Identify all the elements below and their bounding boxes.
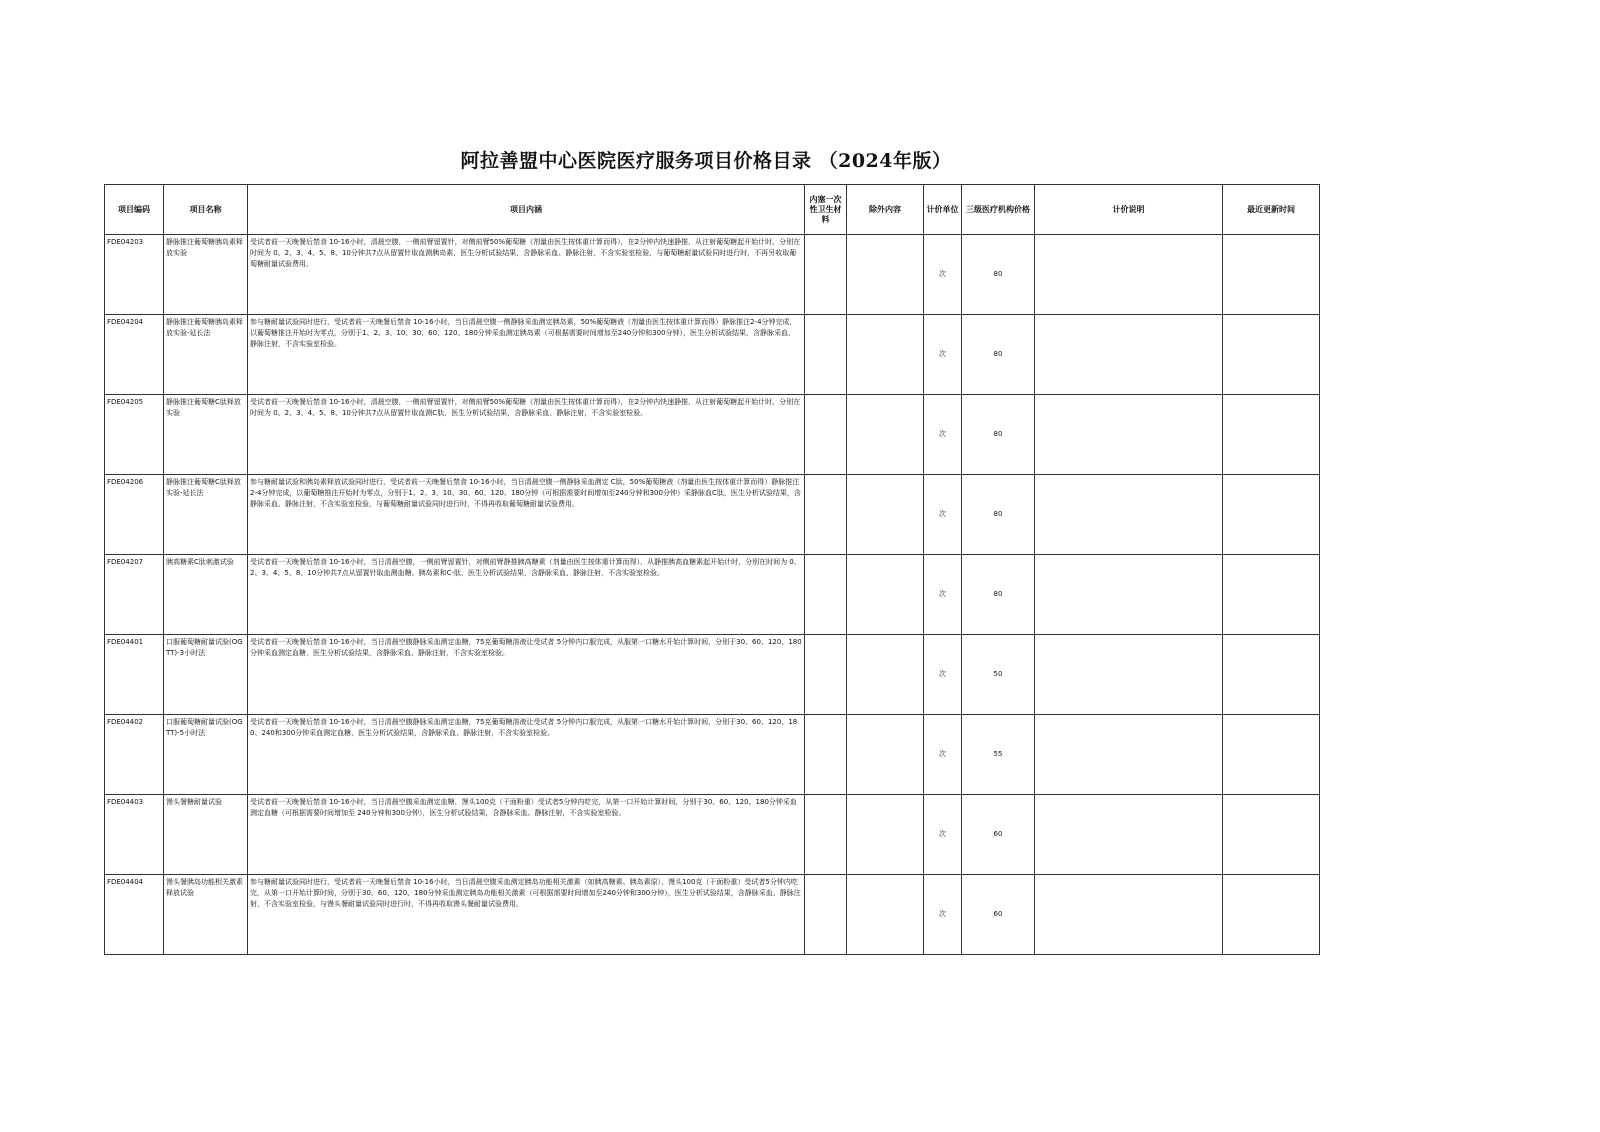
cell-updated bbox=[1223, 875, 1320, 955]
cell-material bbox=[805, 795, 847, 875]
header-updated: 最近更新时间 bbox=[1223, 185, 1320, 235]
cell-name: 口服葡萄糖耐量试验(OGTT)-5小时法 bbox=[164, 715, 248, 795]
cell-excluded bbox=[847, 475, 924, 555]
table-header-row bbox=[105, 185, 1320, 235]
cell-note bbox=[1035, 315, 1223, 395]
cell-updated bbox=[1223, 715, 1320, 795]
cell-material bbox=[805, 475, 847, 555]
cell-price: 60 bbox=[962, 875, 1035, 955]
cell-content: 受试者前一天晚餐后禁食 10-16小时，清晨空腹，一侧前臂留置针，对侧前臂50%葡萄糖（剂量由医生按体重计算而得），在2分钟内快速静推，从注射葡萄糖起开始计时，分别在时间为 0、2、3、4、5、8、10分钟共7点从留置针取血测C肽，医生分析试验结果，含静脉采血、静脉注射，不含实验室检验。 bbox=[248, 395, 805, 475]
cell-unit: 次 bbox=[924, 555, 962, 635]
cell-price: 80 bbox=[962, 395, 1035, 475]
cell-excluded bbox=[847, 635, 924, 715]
cell-code: FDE04207 bbox=[105, 555, 164, 635]
cell-unit: 次 bbox=[924, 795, 962, 875]
cell-code: FDE04404 bbox=[105, 875, 164, 955]
cell-price: 80 bbox=[962, 315, 1035, 395]
cell-note bbox=[1035, 235, 1223, 315]
cell-content: 受试者前一天晚餐后禁食 10-16小时，清晨空腹，一侧前臂留置针，对侧前臂50%葡萄糖（剂量由医生按体重计算而得），在2分钟内快速静推，从注射葡萄糖起开始计时，分别在时间为 0、2、3、4、5、8、10分钟共7点从留置针取血测胰岛素，医生分析试验结果，含静脉采血、静脉注射，不含实验室检验，与葡萄糖耐量试验同时进行时，不再另收取葡萄糖耐量试验费用。 bbox=[248, 235, 805, 315]
cell-content: 参与糖耐量试验同时进行，受试者前一天晚餐后禁食 10-16小时，当日清晨空腹采血测定胰岛功能相关激素（如胰高糖素、胰岛素原），馒头100克（干面粉重）受试者5分钟内吃完，从第一口开始计算时间，分别于30、60、120、180分钟采血测定胰岛功能相关激素（可根据需要时间增加至240分钟和300分钟），医生分析试验结果，含静脉采血、静脉注射，不含实验室检验，与馒头餐耐量试验同时进行时，不得再收取馒头餐耐量试验费用。 bbox=[248, 875, 805, 955]
cell-note bbox=[1035, 395, 1223, 475]
header-material: 内塞一次性卫生材料 bbox=[805, 185, 847, 235]
cell-excluded bbox=[847, 395, 924, 475]
page-title: 阿拉善盟中心医院医疗服务项目价格目录 （2024年版） bbox=[460, 150, 952, 172]
cell-code: FDE04204 bbox=[105, 315, 164, 395]
table-row bbox=[105, 235, 1320, 315]
table-row bbox=[105, 795, 1320, 875]
cell-content: 参与糖耐量试验同时进行，受试者前一天晚餐后禁食 10-16小时，当日清晨空腹一侧静脉采血测定胰岛素，50%葡萄糖液（剂量由医生按体重计算而得）静脉推注2-4分钟完成，以葡萄糖推注开始时为零点，分别于1、2、3、10、30、60、120、180分钟采血测定胰岛素（可根据需要时间增加至240分钟和300分钟），医生分析试验结果，含静脉采血、静脉注射，不含实验室检验。 bbox=[248, 315, 805, 395]
cell-updated bbox=[1223, 315, 1320, 395]
cell-price: 55 bbox=[962, 715, 1035, 795]
cell-unit: 次 bbox=[924, 715, 962, 795]
cell-excluded bbox=[847, 875, 924, 955]
table-row bbox=[105, 635, 1320, 715]
cell-excluded bbox=[847, 555, 924, 635]
cell-updated bbox=[1223, 795, 1320, 875]
cell-name: 口服葡萄糖耐量试验(OGTT)-3小时法 bbox=[164, 635, 248, 715]
header-note: 计价说明 bbox=[1035, 185, 1223, 235]
cell-material bbox=[805, 875, 847, 955]
table-row bbox=[105, 315, 1320, 395]
cell-name: 馒头餐胰岛功能相关激素释放试验 bbox=[164, 875, 248, 955]
cell-note bbox=[1035, 795, 1223, 875]
cell-excluded bbox=[847, 315, 924, 395]
cell-note bbox=[1035, 635, 1223, 715]
cell-content: 受试者前一天晚餐后禁食 10-16小时，当日清晨空腹静脉采血测定血糖，75克葡萄糖溶液让受试者 5分钟内口服完成，从服第一口糖水开始计算时间，分别于30、60、120、180、240和300分钟采血测定血糖，医生分析试验结果，含静脉采血、静脉注射，不含实验室检验。 bbox=[248, 715, 805, 795]
cell-content: 参与糖耐量试验和胰岛素释放试验同时进行，受试者前一天晚餐后禁食 10-16小时，当日清晨空腹一侧静脉采血测定 C肽，50%葡萄糖液（剂量由医生按体重计算而得）静脉推注2-4分钟完成，以葡萄糖推注开始时为零点，分别于1、2、3、10、30、60、120、180分钟（可根据需要时间增加至240分钟和300分钟）采静脉血C肽，医生分析试验结果，含静脉采血、静脉注射，不含实验室检验，与葡萄糖耐量试验同时进行时，不得再收取葡萄糖耐量试验费用。 bbox=[248, 475, 805, 555]
cell-material bbox=[805, 555, 847, 635]
cell-name: 胰高糖素C肽刺激试验 bbox=[164, 555, 248, 635]
cell-unit: 次 bbox=[924, 235, 962, 315]
cell-note bbox=[1035, 475, 1223, 555]
cell-price: 80 bbox=[962, 235, 1035, 315]
cell-material bbox=[805, 635, 847, 715]
cell-excluded bbox=[847, 795, 924, 875]
cell-updated bbox=[1223, 235, 1320, 315]
header-code: 项目编码 bbox=[105, 185, 164, 235]
cell-name: 馒头餐糖耐量试验 bbox=[164, 795, 248, 875]
table-row bbox=[105, 475, 1320, 555]
cell-unit: 次 bbox=[924, 875, 962, 955]
table-row bbox=[105, 715, 1320, 795]
header-price: 三级医疗机构价格 bbox=[962, 185, 1035, 235]
cell-price: 80 bbox=[962, 555, 1035, 635]
cell-name: 静脉推注葡萄糖C肽释放实验 bbox=[164, 395, 248, 475]
cell-note bbox=[1035, 715, 1223, 795]
cell-content: 受试者前一天晚餐后禁食 10-16小时，当日清晨空腹静脉采血测定血糖，75克葡萄糖溶液让受试者 5分钟内口服完成，从服第一口糖水开始计算时间，分别于30、60、120、180分钟采血测定血糖，医生分析试验结果，含静脉采血、静脉注射，不含实验室检验。 bbox=[248, 635, 805, 715]
cell-code: FDE04206 bbox=[105, 475, 164, 555]
cell-updated bbox=[1223, 395, 1320, 475]
header-content: 项目内涵 bbox=[248, 185, 805, 235]
cell-code: FDE04203 bbox=[105, 235, 164, 315]
price-table bbox=[104, 184, 1320, 955]
cell-code: FDE04401 bbox=[105, 635, 164, 715]
cell-price: 80 bbox=[962, 475, 1035, 555]
cell-unit: 次 bbox=[924, 475, 962, 555]
cell-code: FDE04205 bbox=[105, 395, 164, 475]
header-name: 项目名称 bbox=[164, 185, 248, 235]
cell-unit: 次 bbox=[924, 395, 962, 475]
cell-excluded bbox=[847, 235, 924, 315]
cell-note bbox=[1035, 875, 1223, 955]
table-row bbox=[105, 395, 1320, 475]
cell-price: 50 bbox=[962, 635, 1035, 715]
cell-name: 静脉推注葡萄糖C肽释放实验-延长法 bbox=[164, 475, 248, 555]
cell-excluded bbox=[847, 715, 924, 795]
cell-code: FDE04402 bbox=[105, 715, 164, 795]
table-row bbox=[105, 875, 1320, 955]
cell-material bbox=[805, 715, 847, 795]
header-excluded: 除外内容 bbox=[847, 185, 924, 235]
cell-unit: 次 bbox=[924, 635, 962, 715]
cell-updated bbox=[1223, 475, 1320, 555]
cell-content: 受试者前一天晚餐后禁食 10-16小时，当日清晨空腹，一侧前臂留置针，对侧前臂静推胰高糖素（剂量由医生按体重计算而得），从静推胰高血糖素起开始计时，分别在时间为 0、2、3、4、5、8、10分钟共7点从留置针取血测血糖、胰岛素和C-肽，医生分析试验结果，含静脉采血、静脉注射，不含实验室检验。 bbox=[248, 555, 805, 635]
cell-name: 静脉推注葡萄糖胰岛素释放实验-延长法 bbox=[164, 315, 248, 395]
cell-material bbox=[805, 395, 847, 475]
cell-name: 静脉推注葡萄糖胰岛素释放实验 bbox=[164, 235, 248, 315]
cell-updated bbox=[1223, 555, 1320, 635]
cell-updated bbox=[1223, 635, 1320, 715]
cell-material bbox=[805, 315, 847, 395]
cell-note bbox=[1035, 555, 1223, 635]
cell-material bbox=[805, 235, 847, 315]
cell-price: 60 bbox=[962, 795, 1035, 875]
cell-unit: 次 bbox=[924, 315, 962, 395]
cell-content: 受试者前一天晚餐后禁食 10-16小时，当日清晨空腹采血测定血糖，馒头100克（干面粉重）受试者5分钟内吃完，从第一口开始计算时间，分别于30、60、120、180分钟采血测定血糖（可根据需要时间增加至 240分钟和300分钟），医生分析试验结果，含静脉采血、静脉注射，不含实验室检验。 bbox=[248, 795, 805, 875]
header-unit: 计价单位 bbox=[924, 185, 962, 235]
table-row bbox=[105, 555, 1320, 635]
cell-code: FDE04403 bbox=[105, 795, 164, 875]
